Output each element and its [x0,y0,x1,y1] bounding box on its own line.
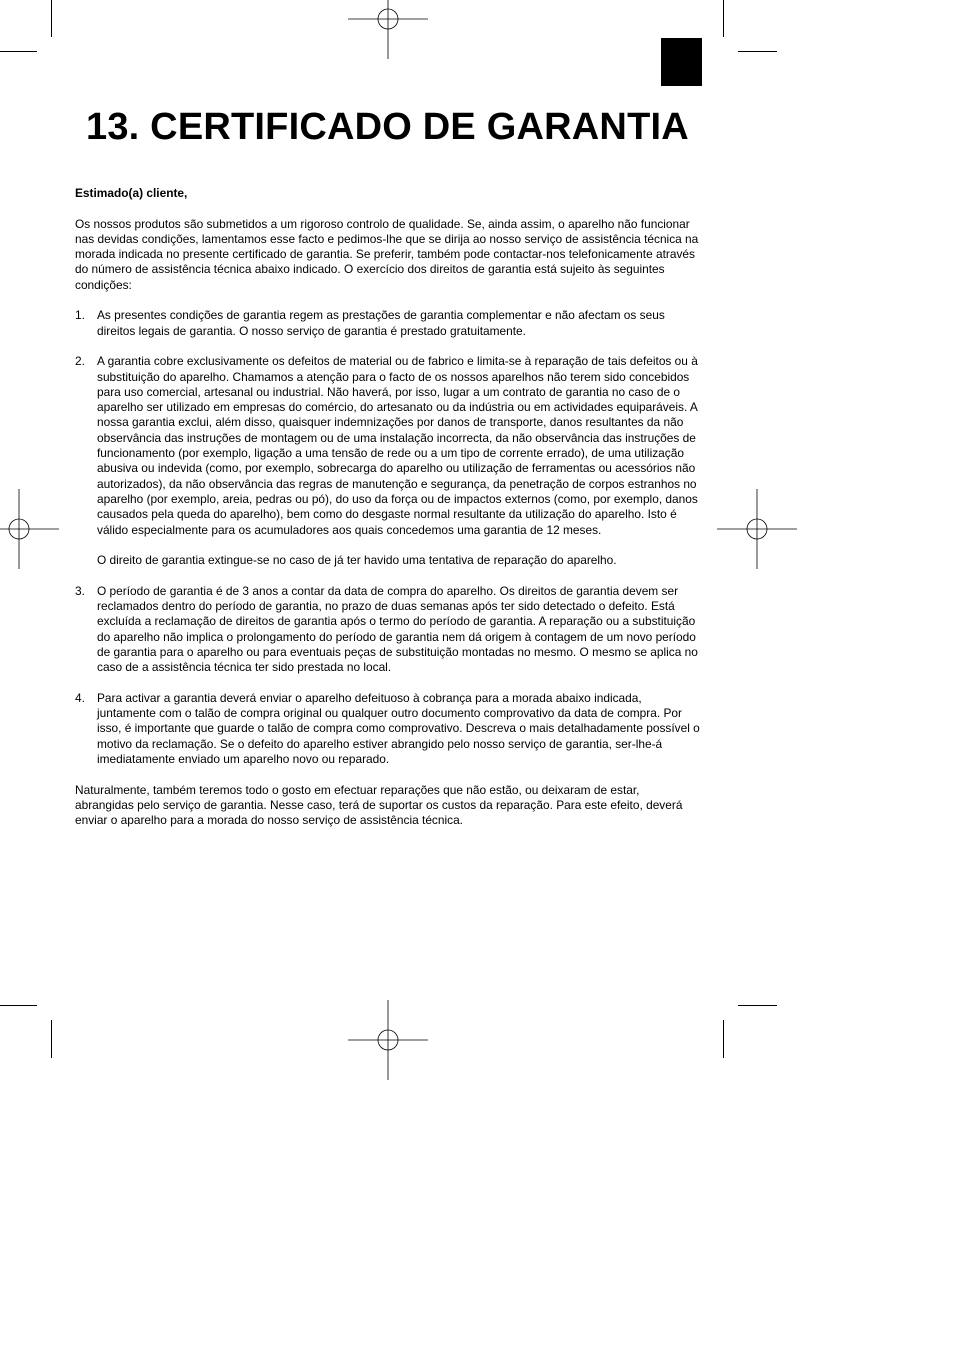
condition-number: 4. [75,690,85,705]
language-tab-marker [661,38,702,86]
registration-mark-icon [348,1000,428,1080]
condition-text: O período de garantia é de 3 anos a contar da data de compra do aparelho. Os direitos de garantia devem ser reclamados dentro do período de garantia, no prazo de duas semanas após ter sido detectado o defeito. Está excluída a reclamação de direitos de garantia após o termo do período de garantia. A reparação ou a substituição do aparelho não implica o prolongamento do período de garantia nem dá origem à contagem de um novo período de garantia para o aparelho ou para eventuais peças de substituição montadas no mesmo. O mesmo se aplica no caso de a assistência técnica ter sido prestada no local. [97,583,698,675]
condition-text: A garantia cobre exclusivamente os defeitos de material ou de fabrico e limita-se à reparação de tais defeitos ou à substituição do aparelho. Chamamos a atenção para o facto de os nossos aparelhos não terem sido concebidos para uso comercial, artesanal ou industrial. Não haverá, por isso, lugar a um contrato de garantia no caso de o aparelho ser utilizado em empresas do comércio, do artesanato ou da indústria ou em actividades equiparáveis. A nossa garantia exclui, além disso, quaisquer indemnizações por danos de transporte, danos resultantes da não observância das instruções de montagem ou de uma instalação incorrecta, da não observância das instruções de funcionamento (por exemplo, ligação a uma tensão de rede ou a um tipo de corrente errado), de uma utilização abusiva ou indevida (como, por exemplo, sobrecarga do aparelho ou utilização de ferramentas ou acessórios não autorizados), da não observância das regras de manutenção e segurança, da penetração de corpos estranhos no aparelho (por exemplo, areia, pedras ou pó), do uso da força ou de impactos externos (como, por exemplo, danos causados pela queda do aparelho), bem como do desgaste normal resultante da utilização do aparelho. Isto é válido especialmente para os acumuladores aos quais concedemos uma garantia de 12 meses. [97,354,698,537]
crop-mark-top-right-vertical [723,0,724,37]
crop-mark-top-left-vertical [51,0,52,37]
registration-mark-icon [0,489,59,569]
condition-number: 3. [75,583,85,598]
closing-paragraph: Naturalmente, também teremos todo o gosto em efectuar reparações que não estão, ou deixaram de estar, abrangidas pelo serviço de garantia. Nesse caso, terá de suportar os custos da reparação. Para este efeito, deverá enviar o aparelho para a morada do nosso serviço de assistência técnica. [75,782,683,828]
crop-mark-bottom-left-vertical [51,1020,52,1058]
crop-mark-bottom-left-horizontal [0,1005,37,1006]
condition-extra-text: O direito de garantia extingue-se no caso de já ter havido uma tentativa de reparação do aparelho. [97,553,617,568]
condition-item [75,584,701,676]
condition-text: Para activar a garantia deverá enviar o aparelho defeituoso à cobrança para a morada abaixo indicada, juntamente com o talão de compra original ou qualquer outro documento comprovativo da data de compra. Por isso, é importante que guarde o talão de compra como comprovativo. Descreva o mais detalhadamente possível o motivo da reclamação. Se o defeito do aparelho estiver abrangido pelo nosso serviço de garantia, ser-lhe-á imediatamente enviado um aparelho novo ou reparado. [97,690,700,766]
crop-mark-top-right-horizontal [738,51,777,52]
page-title: 13. CERTIFICADO DE GARANTIA [86,106,689,148]
greeting: Estimado(a) cliente, [75,186,188,200]
registration-mark-icon [717,489,797,569]
condition-item [75,354,701,568]
condition-number: 1. [75,308,85,323]
conditions-list [75,308,701,767]
warranty-body [75,186,701,828]
condition-number: 2. [75,354,85,369]
crop-mark-bottom-right-vertical [723,1020,724,1058]
condition-text: As presentes condições de garantia regem as prestações de garantia complementar e não afectam os seus direitos legais de garantia. O nosso serviço de garantia é prestado gratuitamente. [97,308,665,338]
intro-paragraph: Os nossos produtos são submetidos a um rigoroso controlo de qualidade. Se, ainda assim, o aparelho não funcionar nas devidas condições, lamentamos esse facto e pedimos-lhe que se dirija ao nosso serviço de assistência técnica na morada indicada no presente certificado de garantia. Se preferir, também pode contactar-nos telefonicamente através do número de assistência técnica abaixo indicado. O exercício dos direitos de garantia está sujeito às seguintes condições: [75,216,699,292]
condition-item [75,691,701,767]
crop-mark-bottom-right-horizontal [738,1005,777,1006]
crop-mark-top-left-horizontal [0,51,37,52]
condition-item [75,308,701,339]
registration-mark-icon [348,0,428,59]
